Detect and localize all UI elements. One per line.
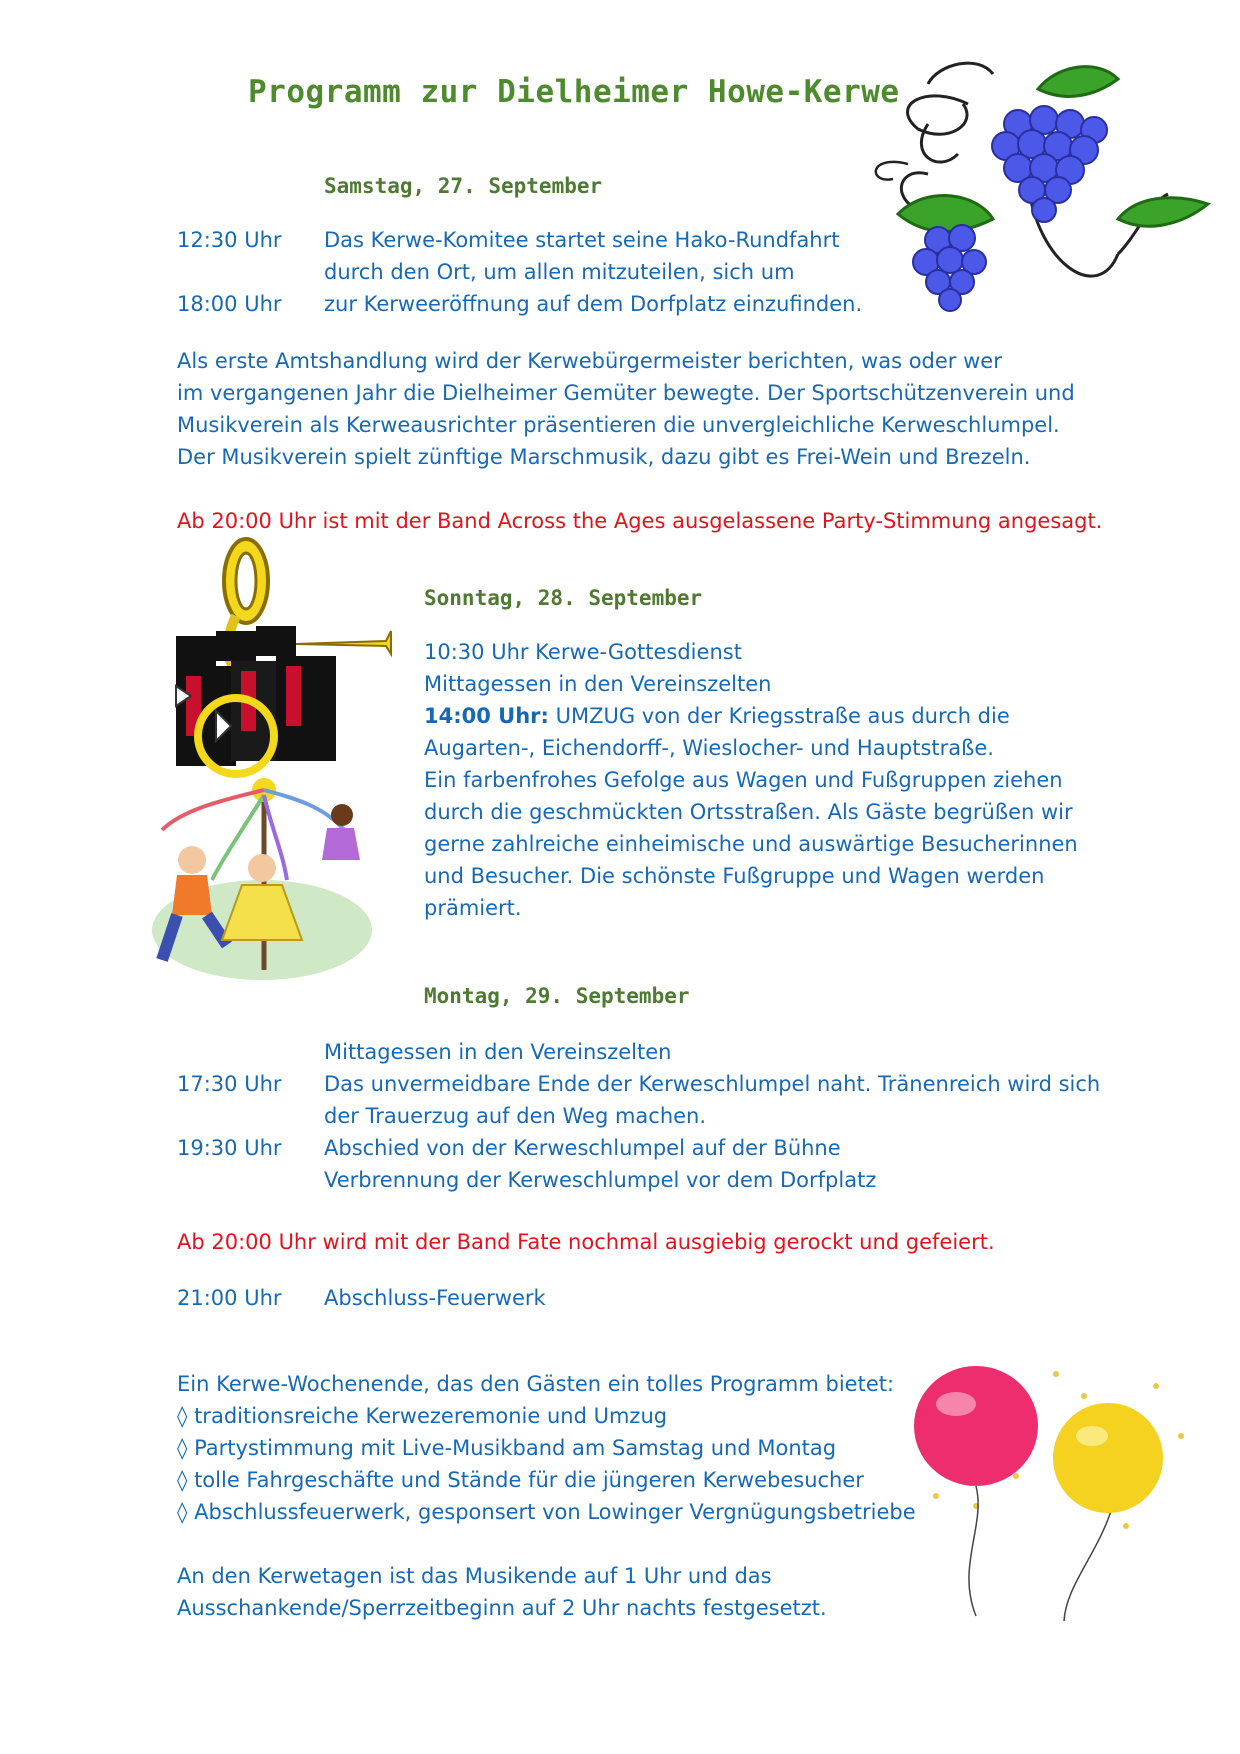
event-text: prämiert. — [424, 896, 522, 920]
time-label: 12:30 Uhr — [177, 228, 282, 252]
marching-band-icon — [176, 536, 396, 766]
balloons-icon — [896, 1366, 1196, 1626]
saturday-paragraph-line: im vergangenen Jahr die Dielheimer Gemüter bewegte. Der Sportschützenverein und — [177, 381, 1075, 405]
parade-time: 14:00 Uhr: — [424, 704, 549, 728]
event-text: 10:30 Uhr Kerwe-Gottesdienst — [424, 640, 742, 664]
event-text: der Trauerzug auf den Weg machen. — [324, 1104, 707, 1128]
time-label: 18:00 Uhr — [177, 292, 282, 316]
parade-text: UMZUG von der Kriegsstraße aus durch die — [548, 704, 1010, 728]
day-heading-sunday: Sonntag, 28. September — [424, 586, 703, 610]
summary-bullet: ◊ Partystimmung mit Live-Musikband am Samstag und Montag — [177, 1436, 837, 1460]
summary-intro: Ein Kerwe-Wochenende, das den Gästen ein tolles Programm bietet: — [177, 1372, 895, 1396]
time-label: 21:00 Uhr — [177, 1286, 282, 1310]
event-text: Mittagessen in den Vereinszelten — [324, 1040, 672, 1064]
summary-bullet: ◊ tolle Fahrgeschäfte und Stände für die jüngeren Kerwebesucher — [177, 1468, 864, 1492]
grapes-icon — [868, 44, 1218, 314]
event-text: gerne zahlreiche einheimische und auswärtige Besucherinnen — [424, 832, 1078, 856]
day-heading-saturday: Samstag, 27. September — [324, 174, 603, 198]
summary-bullet: ◊ traditionsreiche Kerwezeremonie und Umzug — [177, 1404, 668, 1428]
event-text: zur Kerweeröffnung auf dem Dorfplatz einzufinden. — [324, 292, 863, 316]
diamond-bullet-icon: ◊ — [177, 1436, 188, 1460]
closing-line: Ausschankende/Sperrzeitbeginn auf 2 Uhr nachts festgesetzt. — [177, 1596, 827, 1620]
event-text: Ein farbenfrohes Gefolge aus Wagen und Fußgruppen ziehen — [424, 768, 1063, 792]
saturday-paragraph-line: Als erste Amtshandlung wird der Kerwebürgermeister berichten, was oder wer — [177, 349, 1002, 373]
event-text: Abschluss-Feuerwerk — [324, 1286, 546, 1310]
event-text — [424, 700, 1010, 732]
event-text: durch die geschmückten Ortsstraßen. Als Gäste begrüßen wir — [424, 800, 1073, 824]
time-label: 17:30 Uhr — [177, 1072, 282, 1096]
event-text: durch den Ort, um allen mitzuteilen, sich um — [324, 260, 795, 284]
diamond-bullet-icon: ◊ — [177, 1468, 188, 1492]
event-text: Das unvermeidbare Ende der Kerweschlumpel naht. Tränenreich wird sich — [324, 1072, 1101, 1096]
event-text: Mittagessen in den Vereinszelten — [424, 672, 772, 696]
page-title: Programm zur Dielheimer Howe-Kerwe — [248, 74, 900, 110]
event-text: Abschied von der Kerweschlumpel auf der Bühne — [324, 1136, 841, 1160]
monday-party-line: Ab 20:00 Uhr wird mit der Band Fate nochmal ausgiebig gerockt und gefeiert. — [177, 1230, 995, 1254]
day-heading-monday: Montag, 29. September — [424, 984, 690, 1008]
diamond-bullet-icon: ◊ — [177, 1404, 188, 1428]
time-label: 19:30 Uhr — [177, 1136, 282, 1160]
maypole-dancers-icon — [142, 770, 382, 995]
event-text: Verbrennung der Kerweschlumpel vor dem Dorfplatz — [324, 1168, 877, 1192]
saturday-paragraph-line: Musikverein als Kerweausrichter präsentieren die unvergleichliche Kerweschlumpel. — [177, 413, 1060, 437]
saturday-party-line: Ab 20:00 Uhr ist mit der Band Across the Ages ausgelassene Party-Stimmung angesagt. — [177, 509, 1103, 533]
diamond-bullet-icon: ◊ — [177, 1500, 188, 1524]
event-text: und Besucher. Die schönste Fußgruppe und Wagen werden — [424, 864, 1045, 888]
event-text: Augarten-, Eichendorff-, Wieslocher- und Hauptstraße. — [424, 736, 994, 760]
saturday-paragraph-line: Der Musikverein spielt zünftige Marschmusik, dazu gibt es Frei-Wein und Brezeln. — [177, 445, 1031, 469]
closing-line: An den Kerwetagen ist das Musikende auf 1 Uhr und das — [177, 1564, 772, 1588]
event-text: Das Kerwe-Komitee startet seine Hako-Rundfahrt — [324, 228, 840, 252]
summary-bullet: ◊ Abschlussfeuerwerk, gesponsert von Lowinger Vergnügungsbetriebe — [177, 1500, 916, 1524]
